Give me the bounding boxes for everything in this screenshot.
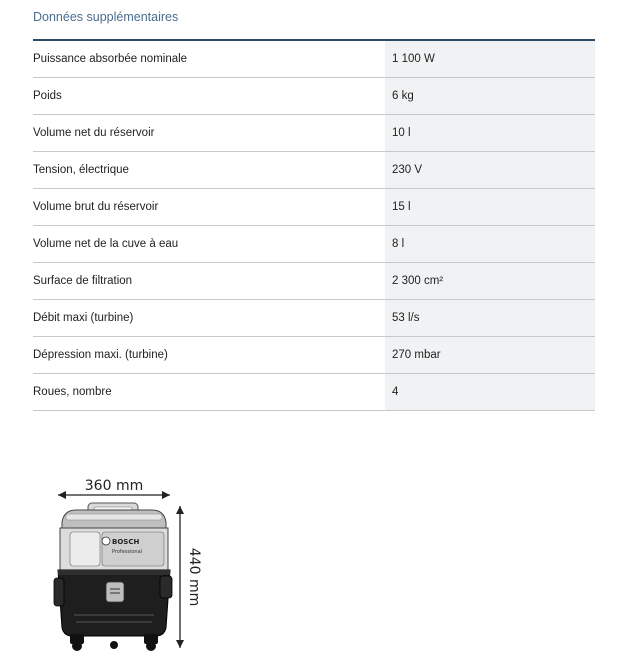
brand-sub-label: Professional	[112, 549, 143, 555]
product-dimension-figure	[40, 470, 210, 655]
spec-label: Surface de filtration	[33, 275, 133, 287]
spec-row	[33, 189, 595, 226]
spec-value: 6 kg	[385, 78, 595, 114]
spec-label: Tension, électrique	[33, 164, 129, 176]
spec-row	[33, 263, 595, 300]
spec-row	[33, 115, 595, 152]
spec-label: Volume net de la cuve à eau	[33, 238, 179, 250]
height-dimension-label: 440 mm	[186, 547, 202, 607]
spec-row	[33, 41, 595, 78]
section-title: Données supplémentaires	[33, 10, 179, 24]
spec-row	[33, 374, 595, 411]
spec-table	[33, 39, 595, 411]
spec-label: Débit maxi (turbine)	[33, 312, 134, 324]
spec-label: Poids	[33, 90, 62, 102]
spec-value: 1 100 W	[385, 41, 595, 77]
spec-label: Roues, nombre	[33, 386, 112, 398]
spec-label: Volume brut du réservoir	[33, 201, 159, 213]
spec-row	[33, 78, 595, 115]
width-dimension-label: 360 mm	[84, 478, 144, 494]
spec-row	[33, 300, 595, 337]
spec-row	[33, 337, 595, 374]
spec-label: Volume net du réservoir	[33, 127, 155, 139]
spec-value: 4	[385, 374, 595, 410]
spec-label: Dépression maxi. (turbine)	[33, 349, 168, 361]
spec-row	[33, 226, 595, 263]
vacuum-cleaner-illustration	[40, 470, 210, 655]
spec-value: 53 l/s	[385, 300, 595, 336]
brand-label: BOSCH	[112, 538, 140, 546]
spec-value: 270 mbar	[385, 337, 595, 373]
spec-row	[33, 152, 595, 189]
spec-label: Puissance absorbée nominale	[33, 53, 188, 65]
height-dimension-arrow	[176, 506, 184, 648]
spec-value: 10 l	[385, 115, 595, 151]
spec-value: 15 l	[385, 189, 595, 225]
spec-value: 8 l	[385, 226, 595, 262]
spec-value: 2 300 cm²	[385, 263, 595, 299]
spec-value: 230 V	[385, 152, 595, 188]
